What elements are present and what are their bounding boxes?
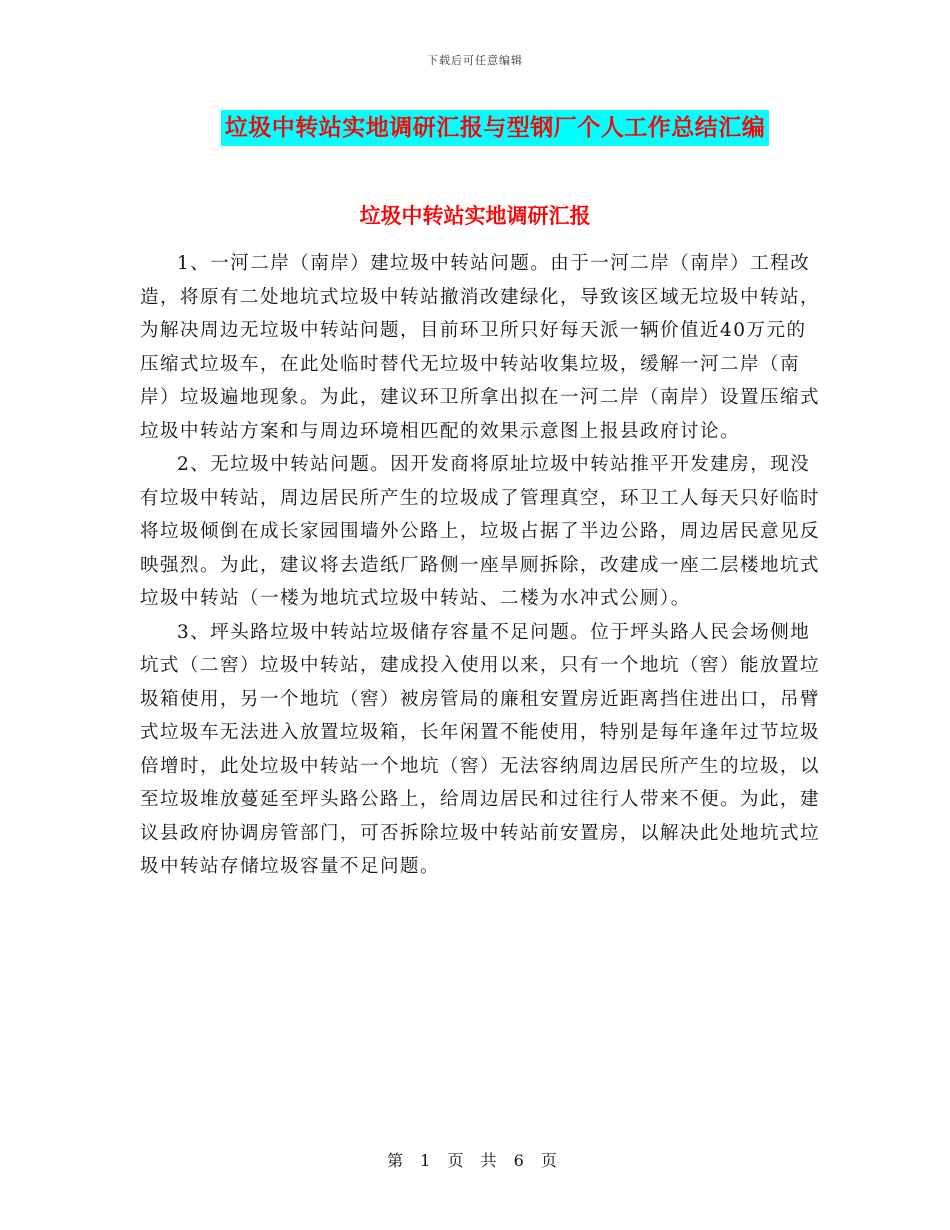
page-header-note: 下载后可任意编辑 — [427, 54, 523, 67]
document-body — [140, 247, 820, 884]
paragraph-1: 1、一河二岸（南岸）建垃圾中转站问题。由于一河二岸（南岸）工程改造，将原有二处地坑式垃圾中转站撤消改建绿化，导致该区域无垃圾中转站，为解决周边无垃圾中转站问题，目前环卫所只好每天派一辆价值近40万元的压缩式垃圾车，在此处临时替代无垃圾中转站收集垃圾，缓解一河二岸（南岸）垃圾遍地现象。为此，建议环卫所拿出拟在一河二岸（南岸）设置压缩式垃圾中转站方案和与周边环境相匹配的效果示意图上报县政府讨论。 — [140, 253, 821, 442]
paragraph-2: 2、无垃圾中转站问题。因开发商将原址垃圾中转站推平开发建房，现没有垃圾中转站，周边居民所产生的垃圾成了管理真空，环卫工人每天只好临时将垃圾倾倒在成长家园围墙外公路上，垃圾占据了半边公路，周边居民意见反映强烈。为此，建议将去造纸厂路侧一座旱厕拆除，改建成一座二层楼地坑式垃圾中转站（一楼为地坑式垃圾中转站、二楼为水冲式公厕）。 — [140, 454, 821, 609]
page-number-footer: 第 1 页 共 6 页 — [387, 1151, 563, 1170]
section-title: 垃圾中转站实地调研汇报 — [359, 204, 591, 228]
document-title: 垃圾中转站实地调研汇报与型钢厂个人工作总结汇编 — [221, 110, 770, 146]
document-title-container — [0, 110, 950, 146]
paragraph-3: 3、坪头路垃圾中转站垃圾储存容量不足问题。位于坪头路人民会场侧地坑式（二窖）垃圾中转站，建成投入使用以来，只有一个地坑（窖）能放置垃圾箱使用，另一个地坑（窖）被房管局的廉租安置房近距离挡住进出口，吊臂式垃圾车无法进入放置垃圾箱，长年闲置不能使用，特别是每年逢年过节垃圾倍增时，此处垃圾中转站一个地坑（窖）无法容纳周边居民所产生的垃圾，以至垃圾堆放蔓延至坪头路公路上，给周边居民和过往行人带来不便。为此，建议县政府协调房管部门，可否拆除垃圾中转站前安置房，以解决此处地坑式垃圾中转站存储垃圾容量不足问题。 — [140, 621, 821, 877]
